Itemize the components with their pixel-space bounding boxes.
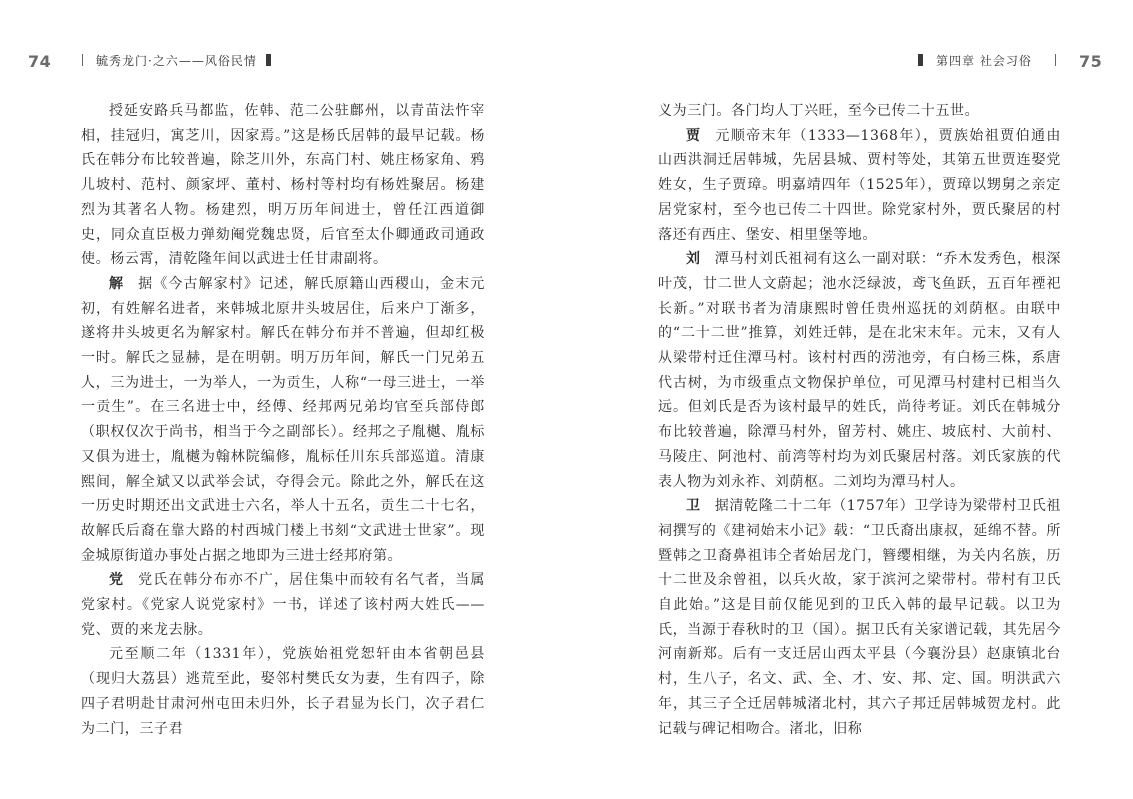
paragraph-text: 元至顺二年（1331年），党族始祖党恕轩由本省朝邑县（现归大荔县）逃荒至此，娶邻村樊氏女为妻，生有四子，除四子君明赴甘肃河州屯田未归外，长子君显为长门，次子君仁为二门，三子君 [81,646,485,737]
paragraph [81,99,485,272]
left-page-header [0,52,566,76]
surname-heading: 卫 [686,498,701,515]
paragraph [658,494,1061,741]
paragraph [658,247,1061,494]
surname-heading: 刘 [686,251,701,268]
running-title: 毓秀龙门·之六——风俗民情 [96,54,257,68]
paragraph-text: 义为三门。各门均人丁兴旺，至今已传二十五世。 [658,103,980,119]
paragraph [81,272,485,568]
paragraph-text: 党氏在韩分布亦不广，居住集中而较有名气者，当属党家村。《党家人说党家村》一书，详述了该村两大姓氏——党、贾的来龙去脉。 [81,572,485,638]
header-divider [82,54,83,66]
surname-heading: 党 [109,572,125,589]
header-marker [266,54,271,66]
right-page [566,0,1132,799]
running-title: 第四章 社会习俗 [936,54,1032,68]
paragraph-text: 授延安路兵马都监，佐韩、范二公驻鄜州，以青苗法忤宰相，挂冠归，寓芝川，因家焉。”这是杨氏居韩的最早记载。杨氏在韩分布比较普遍，除芝川外，东高门村、姚庄杨家角、鸦儿坡村、范村、颜家坪、董村、杨村等村均有杨姓聚居。杨建烈为其著名人物。杨建烈，明万历年间进士，曾任江西道御史，同众直臣极力弹劾阉党魏忠贤，后官至太仆卿通政司通政使。杨云霄，清乾隆年间以武进士任甘肃副将。 [81,103,485,268]
page-number: 75 [1079,52,1103,71]
right-page-body [658,99,1061,741]
left-page [0,0,566,799]
paragraph [658,124,1061,248]
surname-heading: 贾 [686,127,702,144]
left-page-body [81,99,485,741]
paragraph [658,99,1061,124]
right-page-header [566,52,1132,76]
paragraph-text: 元顺帝末年（1333—1368年），贾族始祖贾伯通由山西洪洞迁居韩城，先居县城、贾村等处，其第五世贾连娶党姓女，生子贾璋。明嘉靖四年（1525年），贾璋以甥舅之亲定居党家村，至今也已传二十四世。除党家村外，贾氏聚居的村落还有西庄、堡安、相里堡等地。 [658,127,1062,243]
paragraph [81,642,485,741]
surname-heading: 解 [109,275,125,292]
paragraph-text: 潭马村刘氏祖祠有这么一副对联：“乔木发秀色，根深叶茂，廿二世人文蔚起；池水泛绿波，鸢飞鱼跃，五百年禋祀长新。”对联书者为清康熙时曾任贵州巡抚的刘荫枢。由联中的“二十二世”推算，刘姓迁韩，是在北宋末年。元末，又有人从梁带村迁住潭马村。该村村西的涝池旁，有白杨三株，系唐代古树，为市级重点文物保护单位，可见潭马村建村已相当久远。但刘氏是否为该村最早的姓氏，尚待考证。刘氏在韩城分布比较普遍，除潭马村外，留芳村、姚庄、坡底村、大前村、马陵庄、阿池村、前湾等村均为刘氏聚居村落。刘氏家族的代表人物为刘永祚、刘荫枢。二刘均为潭马村人。 [658,251,1061,490]
header-divider [1055,54,1056,66]
paragraph-text: 据清乾隆二十二年（1757年）卫学诗为梁带村卫氏祖祠撰写的《建祠始末小记》载：“卫氏裔出康叔，延绵不替。所暨韩之卫裔鼻祖讳仝者始居龙门，簪缨相继，为关内名族，历十二世及余曾祖，以兵火故，家于滨河之梁带村。带村有卫氏自此始。”这是目前仅能见到的卫氏入韩的最早记载。以卫为氏，当源于春秋时的卫（国）。据卫氏有关家谱记载，其先居今河南新郑。后有一支迁居山西太平县（今襄汾县）赵康镇北台村，生八子，名文、武、全、才、安、邦、定、国。明洪武六年，其三子仝迁居韩城渚北村，其六子邦迁居韩城贺龙村。此记载与碑记相吻合。渚北，旧称 [658,498,1061,737]
page-number: 74 [28,52,52,71]
paragraph-text: 据《今古解家村》记述，解氏原籍山西稷山，金末元初，有姓解名进者，来韩城北原井头坡居住，后来户丁渐多，遂将井头坡更名为解家村。解氏在韩分布并不普遍，但却红极一时。解氏之显赫，是在明朝。明万历年间，解氏一门兄弟五人，三为进士，一为举人，一为贡生，人称“一母三进士，一举一贡生”。在三名进士中，经傅、经邦两兄弟均官至兵部侍郎（职权仅次于尚书，相当于今之副部长）。经邦之子胤樾、胤标又俱为进士，胤樾为翰林院编修，胤标任川东兵部巡道。清康熙间，解全斌又以武举会试，夺得会元。除此之外，解氏在这一历史时期还出文武进士六名，举人十五名，贡生二十七名，故解氏后裔在靠大路的村西城门楼上书刻“文武进士世家”。现金城原街道办事处占据之地即为三进士经邦府第。 [81,275,485,564]
paragraph [81,568,485,642]
header-marker [918,54,923,66]
